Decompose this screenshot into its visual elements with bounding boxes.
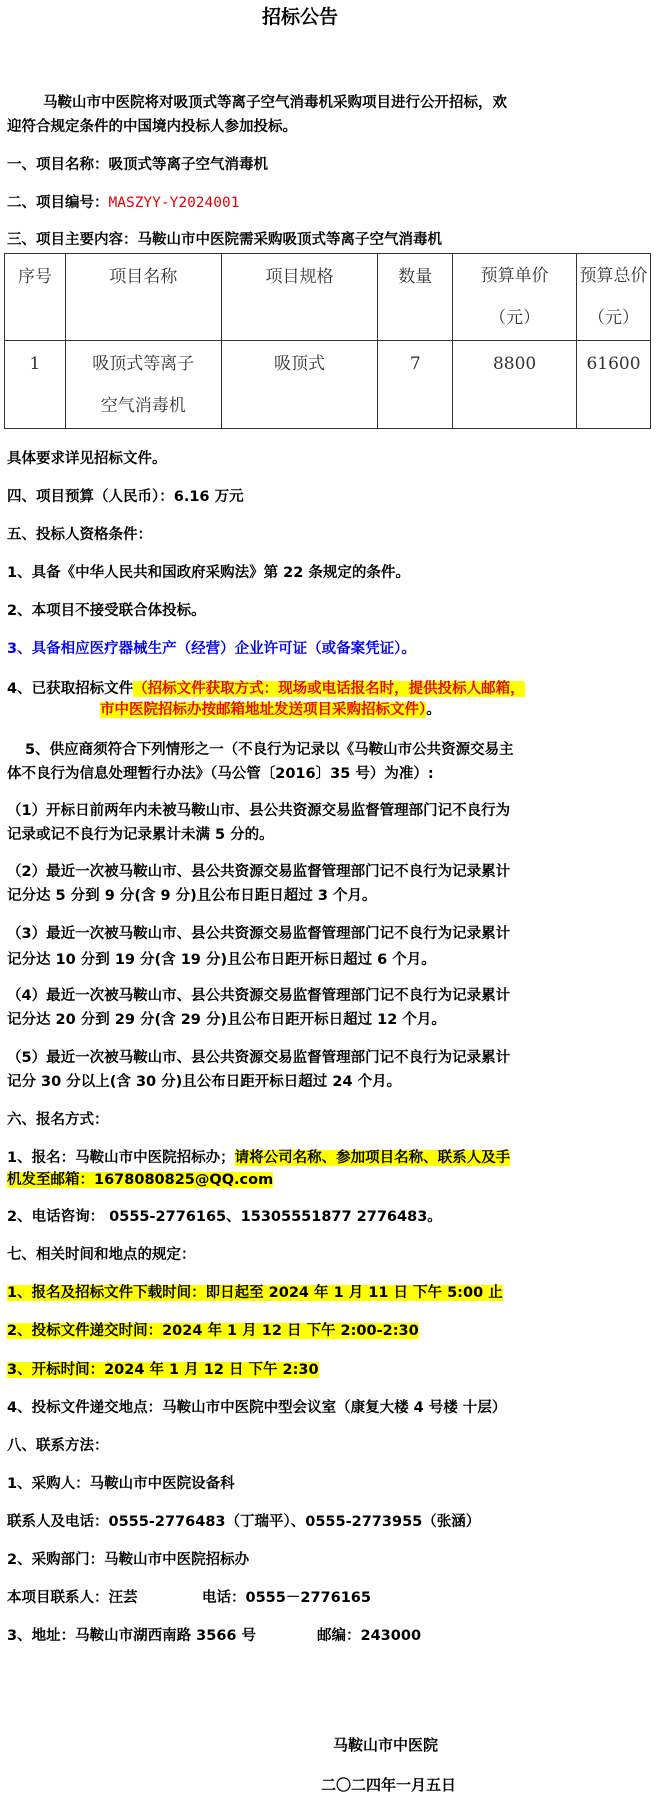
cell-unit-price: 8800 (453, 341, 577, 429)
table-header-row (5, 254, 651, 341)
qualification-4-prefix: 4、已获取招标文件 (7, 681, 134, 697)
page-title: 招标公告 (261, 6, 338, 28)
qualification-4-line-1 (7, 679, 525, 699)
registration-email: 机发至邮箱：1678080825@QQ.com (7, 1172, 274, 1188)
qualification-2: 2、本项目不接受联合体投标。 (7, 603, 206, 619)
signature-date: 二〇二四年一月五日 (321, 1776, 457, 1794)
intro-line-2: 迎符合规定条件的中国境内投标人参加投标。 (7, 119, 297, 135)
qualification-4-highlight-2: 市中医院招标办按邮箱地址发送项目采购招标文件） (100, 702, 427, 718)
header-total-price: 预算总价 （元） (577, 254, 651, 341)
qualification-4-suffix: 。 (426, 702, 441, 718)
section-project-name: 一、项目名称：吸顶式等离子空气消毒机 (7, 157, 268, 173)
condition-2-line-2: 记分达 5 分到 9 分(含 9 分)且公布日距日超过 3 个月。 (7, 888, 377, 904)
contact-purchaser: 1、采购人：马鞍山市中医院设备科 (7, 1476, 235, 1492)
contact-address: 3、地址：马鞍山市湖西南路 3566 号 (7, 1628, 257, 1644)
condition-2-line-1: （2）最近一次被马鞍山市、县公共资源交易监督管理部门记不良行为记录累计 (7, 864, 511, 880)
contact-postcode: 邮编：243000 (317, 1628, 422, 1644)
condition-5-line-2: 记分 30 分以上(含 30 分)且公布日距开标日超过 24 个月。 (7, 1074, 402, 1090)
section-qualification: 五、投标人资格条件： (7, 527, 152, 543)
registration-1-highlight-1: 请将公司名称、参加项目名称、联系人及手 (234, 1150, 511, 1166)
contact-department: 2、采购部门：马鞍山市中医院招标办 (7, 1552, 250, 1568)
table-row (5, 341, 651, 429)
header-no: 序号 (5, 254, 66, 341)
contact-project-phone: 电话：0555－2776165 (202, 1590, 371, 1606)
time-1: 1、报名及招标文件下载时间：即日起至 2024 年 1 月 11 日 下午 5:00 止 (7, 1285, 503, 1301)
header-quantity: 数量 (378, 254, 453, 341)
cell-item-name: 吸顶式等离子 空气消毒机 (65, 341, 221, 429)
qualification-1: 1、具备《中华人民共和国政府采购法》第 22 条规定的条件。 (7, 565, 410, 581)
condition-4-line-1: （4）最近一次被马鞍山市、县公共资源交易监督管理部门记不良行为记录累计 (7, 988, 511, 1004)
registration-1-line-2 (7, 1170, 273, 1190)
section-registration: 六、报名方式： (7, 1112, 109, 1128)
requirement-note: 具体要求详见招标文件。 (7, 451, 167, 467)
condition-1-line-2: 记录或记不良行为记录累计未满 5 分的。 (7, 827, 274, 843)
time-2: 2、投标文件递交时间：2024 年 1 月 12 日 下午 2:00-2:30 (7, 1323, 419, 1339)
condition-5-line-1: （5）最近一次被马鞍山市、县公共资源交易监督管理部门记不良行为记录累计 (7, 1050, 511, 1066)
qualification-4-line-2 (100, 700, 441, 720)
section-contact: 八、联系方法： (7, 1438, 109, 1454)
section-project-content: 三、项目主要内容：马鞍山市中医院需采购吸顶式等离子空气消毒机 (7, 232, 442, 248)
section-budget: 四、项目预算（人民币）：6.16 万元 (7, 489, 244, 505)
signature-organization: 马鞍山市中医院 (333, 1736, 439, 1754)
procurement-table (4, 253, 651, 429)
condition-3-line-1: （3）最近一次被马鞍山市、县公共资源交易监督管理部门记不良行为记录累计 (7, 926, 511, 942)
cell-no: 1 (5, 341, 66, 429)
cell-quantity: 7 (378, 341, 453, 429)
header-item-spec: 项目规格 (221, 254, 378, 341)
registration-1-prefix: 1、报名：马鞍山市中医院招标办； (7, 1150, 235, 1166)
section-time-place: 七、相关时间和地点的规定： (7, 1247, 196, 1263)
qualification-4-highlight-1: （招标文件获取方式：现场或电话报名时，提供投标人邮箱， (133, 681, 525, 697)
condition-4-line-2: 记分达 20 分到 29 分(含 29 分)且公布日距开标日超过 12 个月。 (7, 1012, 446, 1028)
condition-3-line-2: 记分达 10 分到 19 分(含 19 分)且公布日距开标日超过 6 个月。 (7, 952, 436, 968)
project-code-value: MASZYY-Y2024001 (108, 195, 240, 211)
condition-1-line-1: （1）开标日前两年内未被马鞍山市、县公共资源交易监督管理部门记不良行为 (7, 803, 511, 819)
cell-item-spec: 吸顶式 (221, 341, 378, 429)
qualification-5-line-2: 体不良行为信息处理暂行办法》（马公管〔2016〕35 号）为准）: (7, 766, 434, 782)
qualification-3: 3、具备相应医疗器械生产（经营）企业许可证（或备案凭证）。 (7, 641, 416, 657)
header-unit-price: 预算单价 （元） (453, 254, 577, 341)
time-3: 3、开标时间：2024 年 1 月 12 日 下午 2:30 (7, 1362, 319, 1378)
qualification-5-line-1: 5、供应商须符合下列情形之一（不良行为记录以《马鞍山市公共资源交易主 (25, 742, 514, 758)
registration-1-line-1 (7, 1148, 510, 1168)
contact-project-person: 本项目联系人：汪芸 (7, 1590, 138, 1606)
header-item-name: 项目名称 (65, 254, 221, 341)
cell-total-price: 61600 (577, 341, 651, 429)
project-code-label: 二、项目编号： (7, 195, 109, 211)
registration-2: 2、电话咨询： 0555-2776165、15305551877 2776483。 (7, 1209, 442, 1225)
intro-line-1: 马鞍山市中医院将对吸顶式等离子空气消毒机采购项目进行公开招标，欢 (43, 95, 507, 111)
section-project-code (7, 193, 239, 213)
contact-purchaser-persons: 联系人及电话：0555-2776483（丁瑞平）、0555-2773955（张涵） (7, 1514, 481, 1530)
place-4: 4、投标文件递交地点：马鞍山市中医院中型会议室（康复大楼 4 号楼 十层） (7, 1400, 507, 1416)
